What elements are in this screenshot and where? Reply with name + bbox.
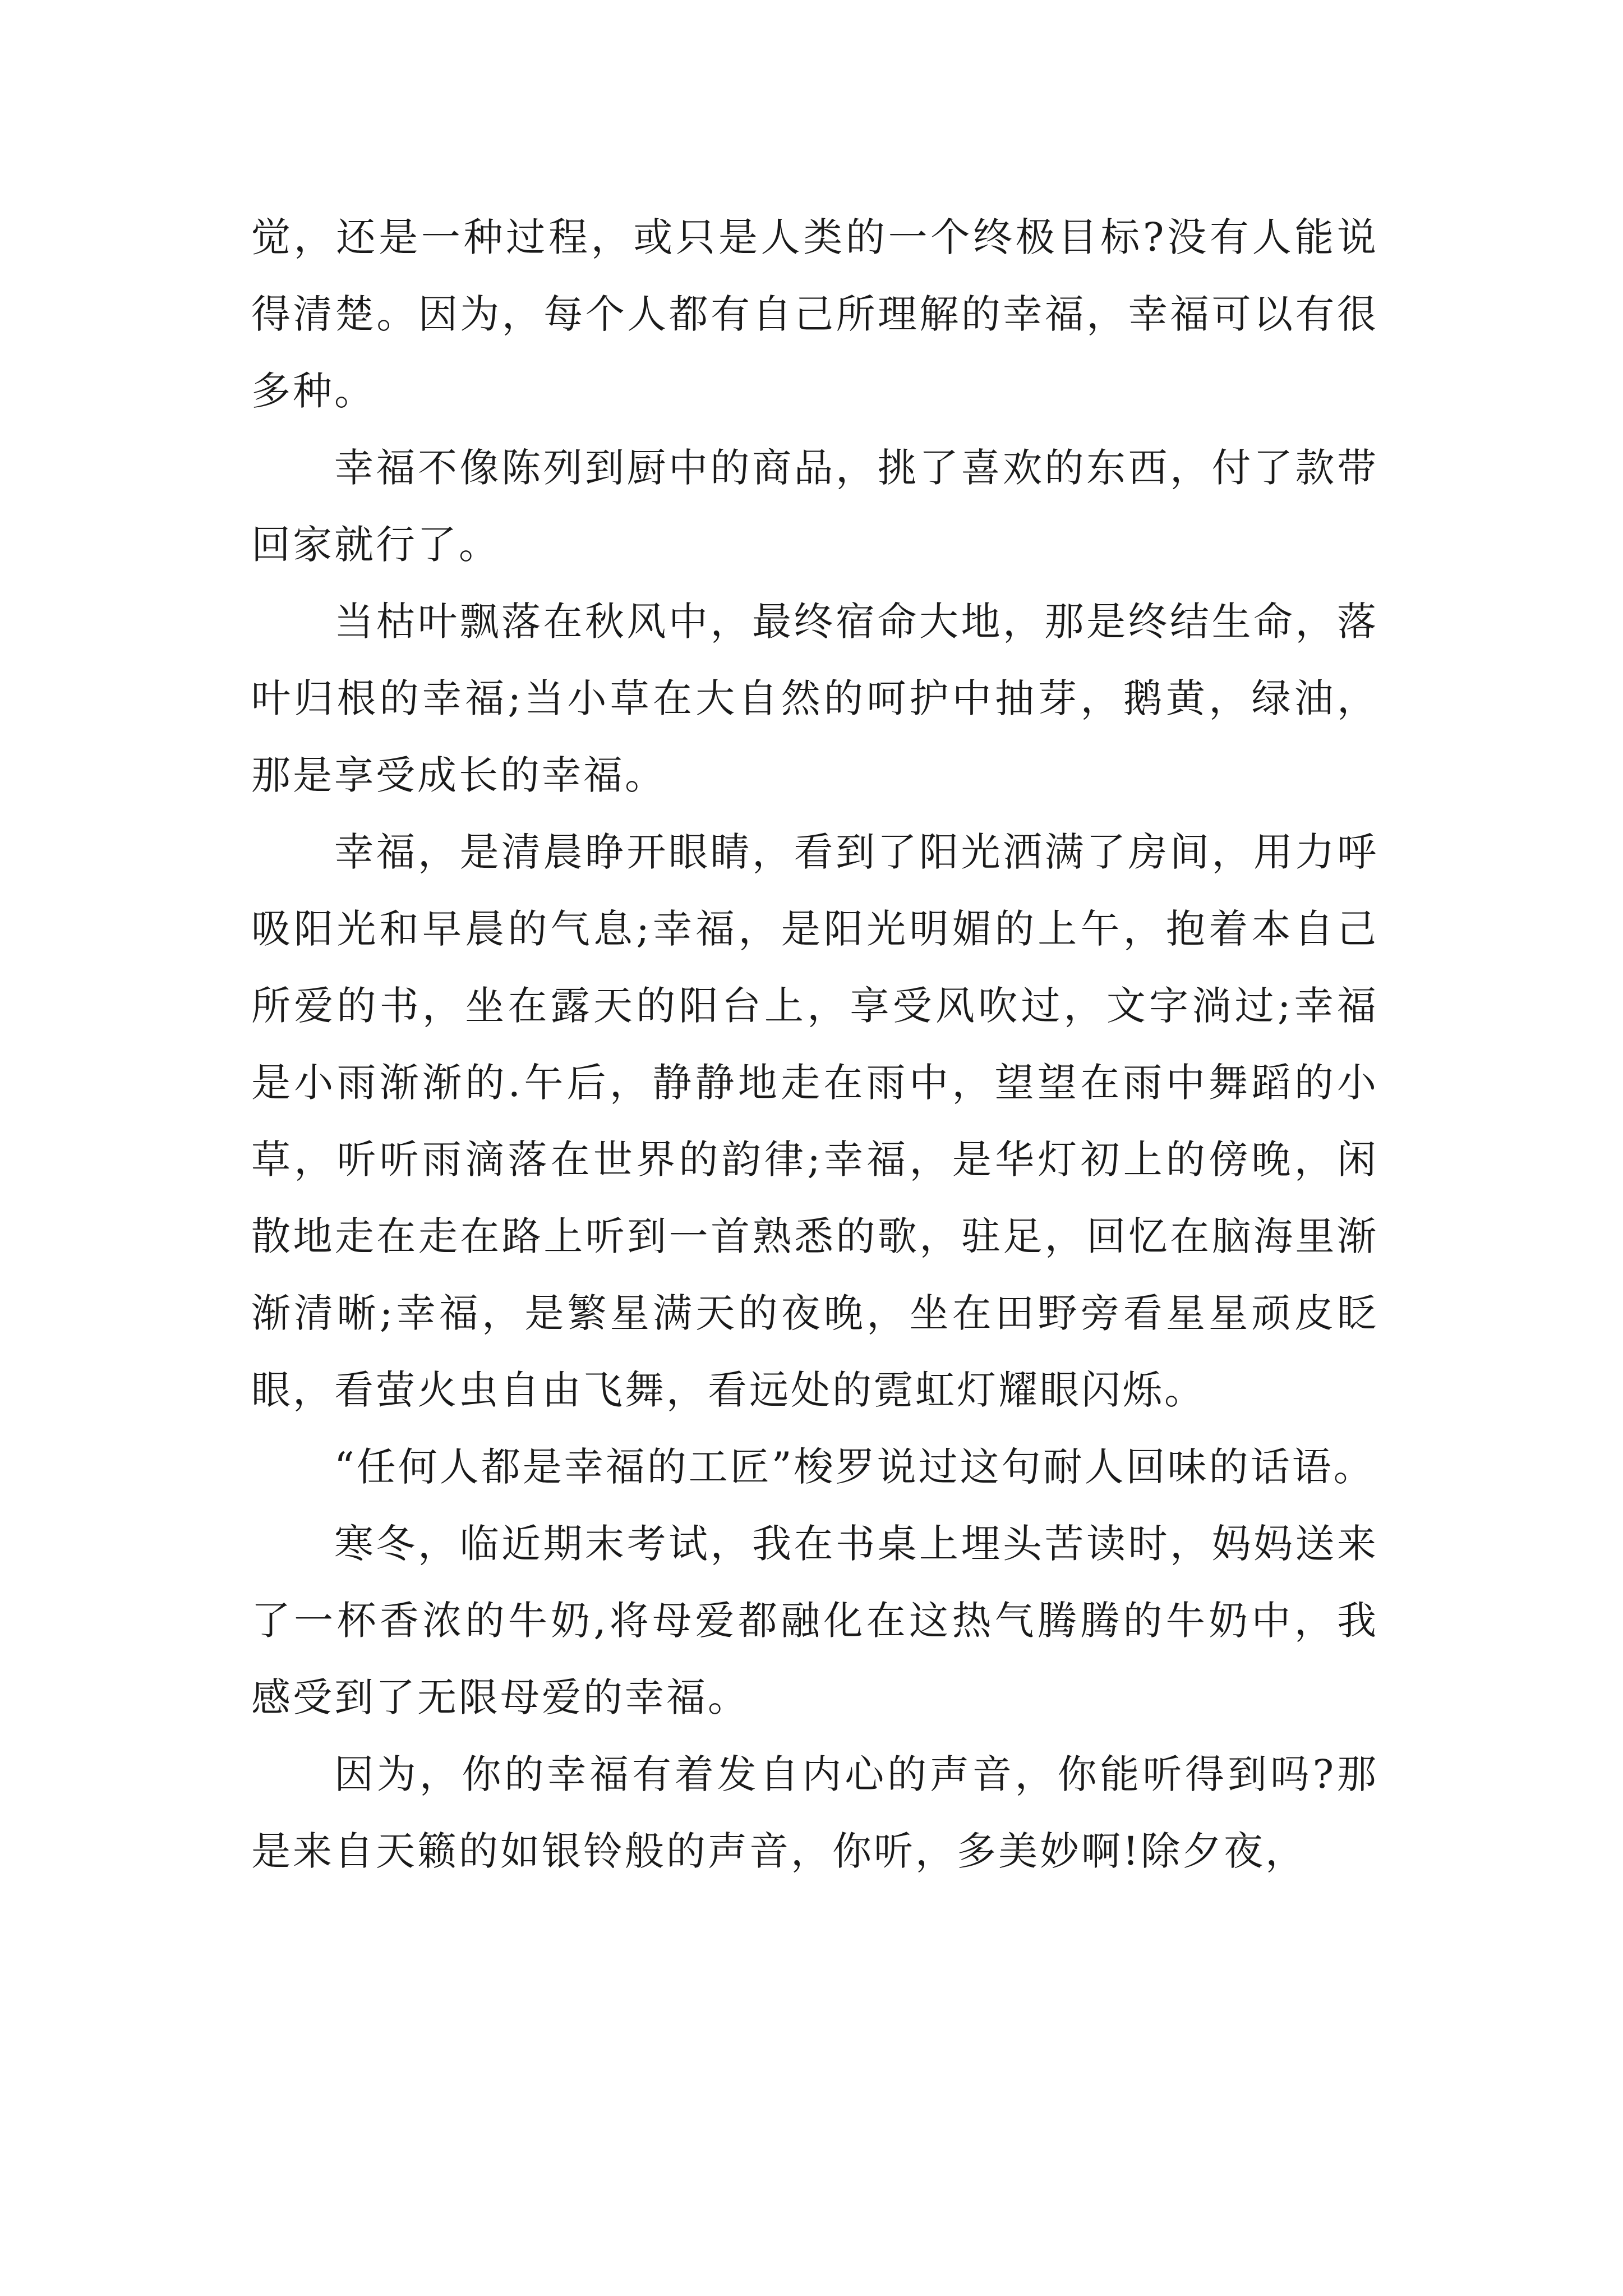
- paragraph-6: 寒冬，临近期末考试，我在书桌上埋头苦读时，妈妈送来了一杯香浓的牛奶,将母爱都融化在这热气腾腾的牛奶中，我感受到了无限母爱的幸福。: [251, 1521, 1378, 1720]
- paragraph-5: “任何人都是幸福的工匠”梭罗说过这句耐人回味的话语。: [334, 1444, 1375, 1490]
- paragraph-7: 因为，你的幸福有着发自内心的声音，你能听得到吗?那是来自天籁的如银铃般的声音，你听，多美妙啊!除夕夜，: [251, 1751, 1378, 1874]
- paragraph-1: 觉，还是一种过程，或只是人类的一个终极目标?没有人能说得清楚。因为，每个人都有自己所理解的幸福，幸福可以有很多种。: [251, 214, 1378, 414]
- paragraph-3: 当枯叶飘落在秋风中，最终宿命大地，那是终结生命，落叶归根的幸福;当小草在大自然的呵护中抽芽，鹅黄，绿油，那是享受成长的幸福。: [251, 599, 1378, 798]
- document-body: [251, 199, 1378, 1890]
- paragraph-2: 幸福不像陈列到厨中的商品，挑了喜欢的东西，付了款带回家就行了。: [251, 445, 1378, 568]
- paragraph-4: 幸福，是清晨睁开眼睛，看到了阳光洒满了房间，用力呼吸阳光和早晨的气息;幸福，是阳光明媚的上午，抱着本自己所爱的书，坐在露天的阳台上，享受风吹过，文字淌过;幸福是小雨渐渐的.午后，静静地走在雨中，望望在雨中舞蹈的小草，听听雨滴落在世界的韵律;幸福，是华灯初上的傍晚，闲散地走在走在路上听到一首熟悉的歌，驻足，回忆在脑海里渐渐清晰;幸福，是繁星满天的夜晚，坐在田野旁看星星顽皮眨眼，看萤火虫自由飞舞，看远处的霓虹灯耀眼闪烁。: [251, 829, 1378, 1413]
